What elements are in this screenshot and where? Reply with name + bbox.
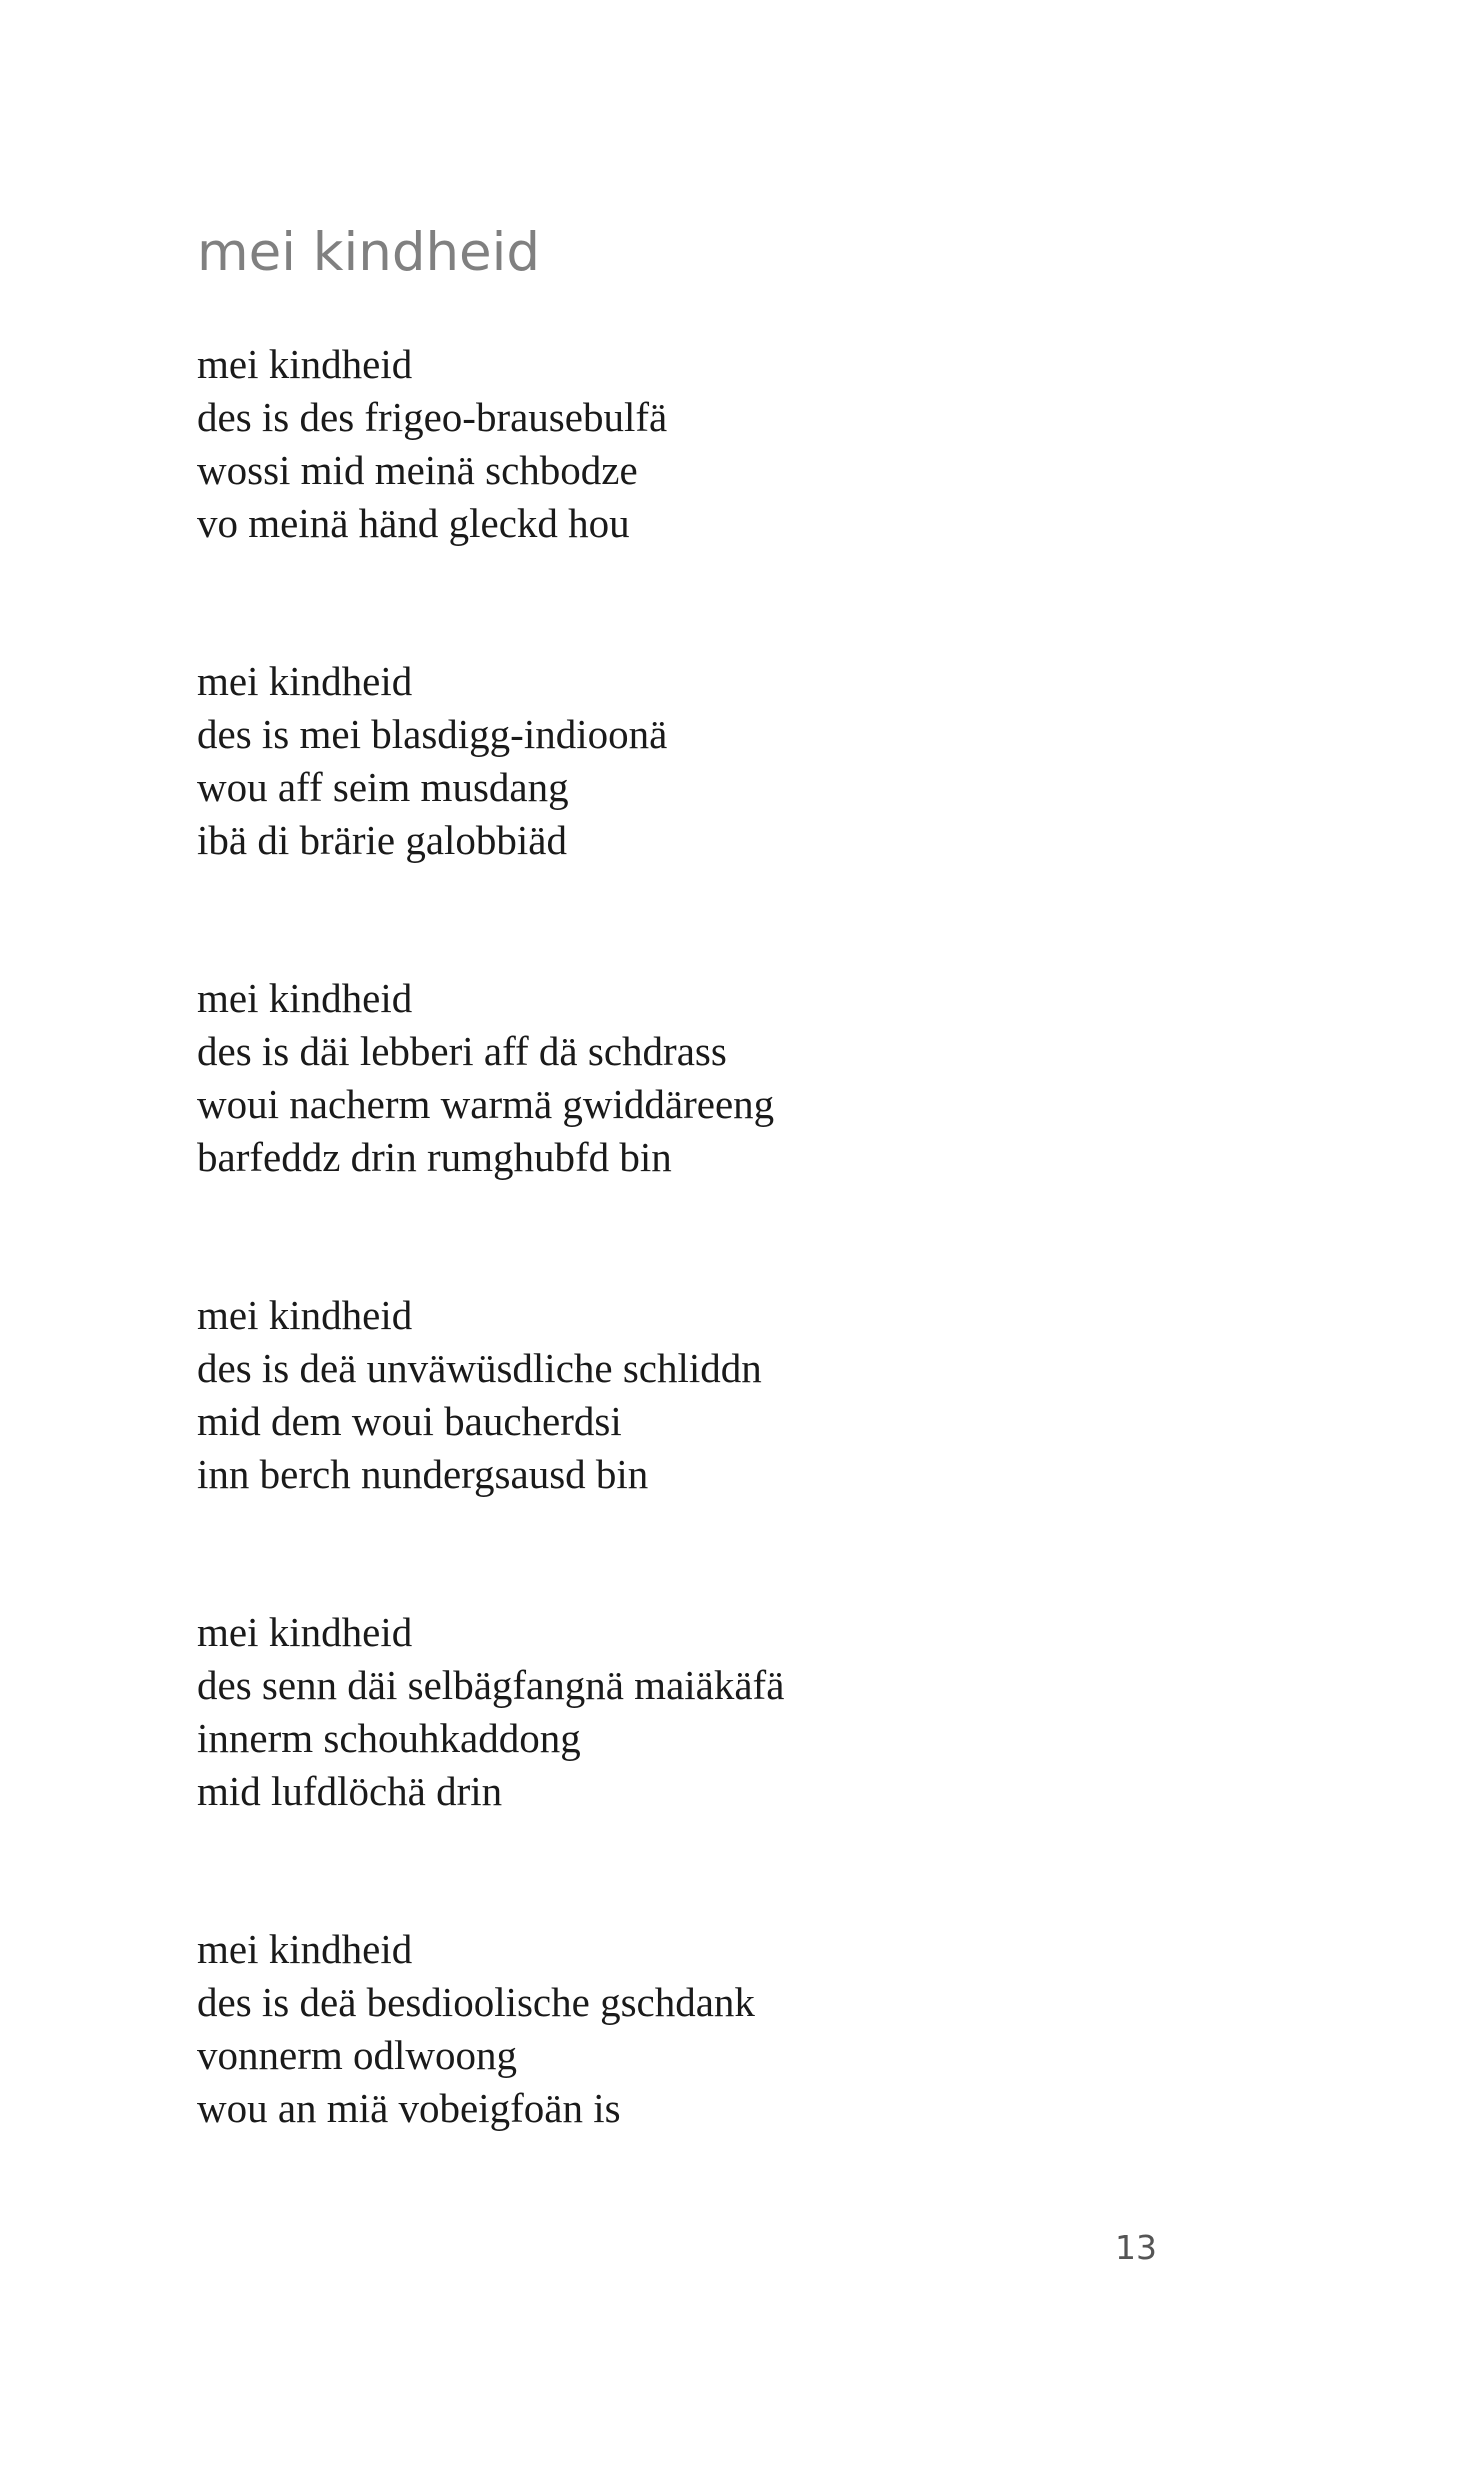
poem-title: mei kindheid bbox=[197, 222, 541, 283]
poem-line: des is däi lebberi aff dä schdrass bbox=[197, 1028, 727, 1074]
stanza-4 bbox=[197, 1289, 1297, 1501]
poem-line: des is des frigeo-brausebulfä bbox=[197, 394, 668, 440]
poem-line: mei kindheid bbox=[197, 1609, 413, 1655]
poem-line: wossi mid meinä schbodze bbox=[197, 447, 638, 493]
poem-line: mei kindheid bbox=[197, 658, 413, 704]
poem-line: mid lufdlöchä drin bbox=[197, 1768, 503, 1814]
poem-line: wou aff seim musdang bbox=[197, 764, 569, 810]
poem-line: vonnerm odlwoong bbox=[197, 2032, 517, 2078]
stanza-3 bbox=[197, 972, 1297, 1184]
page-number: 13 bbox=[1115, 2228, 1157, 2267]
stanza-6 bbox=[197, 1923, 1297, 2135]
poem-line: barfeddz drin rumghubfd bin bbox=[197, 1134, 672, 1180]
poem-line: mid dem woui baucherdsi bbox=[197, 1398, 622, 1444]
poem-line: ibä di brärie galobbiäd bbox=[197, 817, 568, 863]
poem-line: inn berch nundergsausd bin bbox=[197, 1451, 649, 1497]
poem-line: des is deä unväwüsdliche schliddn bbox=[197, 1345, 762, 1391]
stanza-1 bbox=[197, 338, 1297, 550]
poem-line: des is deä besdioolische gschdank bbox=[197, 1979, 755, 2025]
poem-line: mei kindheid bbox=[197, 341, 413, 387]
poem-line: des is mei blasdigg-indioonä bbox=[197, 711, 668, 757]
stanza-2 bbox=[197, 655, 1297, 867]
poem-body bbox=[197, 338, 1297, 2240]
poem-line: innerm schouhkaddong bbox=[197, 1715, 581, 1761]
stanza-5 bbox=[197, 1606, 1297, 1818]
poem-line: mei kindheid bbox=[197, 1926, 413, 1972]
poem-line: woui nacherm warmä gwiddäreeng bbox=[197, 1081, 775, 1127]
poem-line: mei kindheid bbox=[197, 975, 413, 1021]
poem-line: wou an miä vobeigfoän is bbox=[197, 2085, 621, 2131]
poem-line: mei kindheid bbox=[197, 1292, 413, 1338]
poem-line: des senn däi selbägfangnä maiäkäfä bbox=[197, 1662, 785, 1708]
poem-line: vo meinä händ gleckd hou bbox=[197, 500, 630, 546]
